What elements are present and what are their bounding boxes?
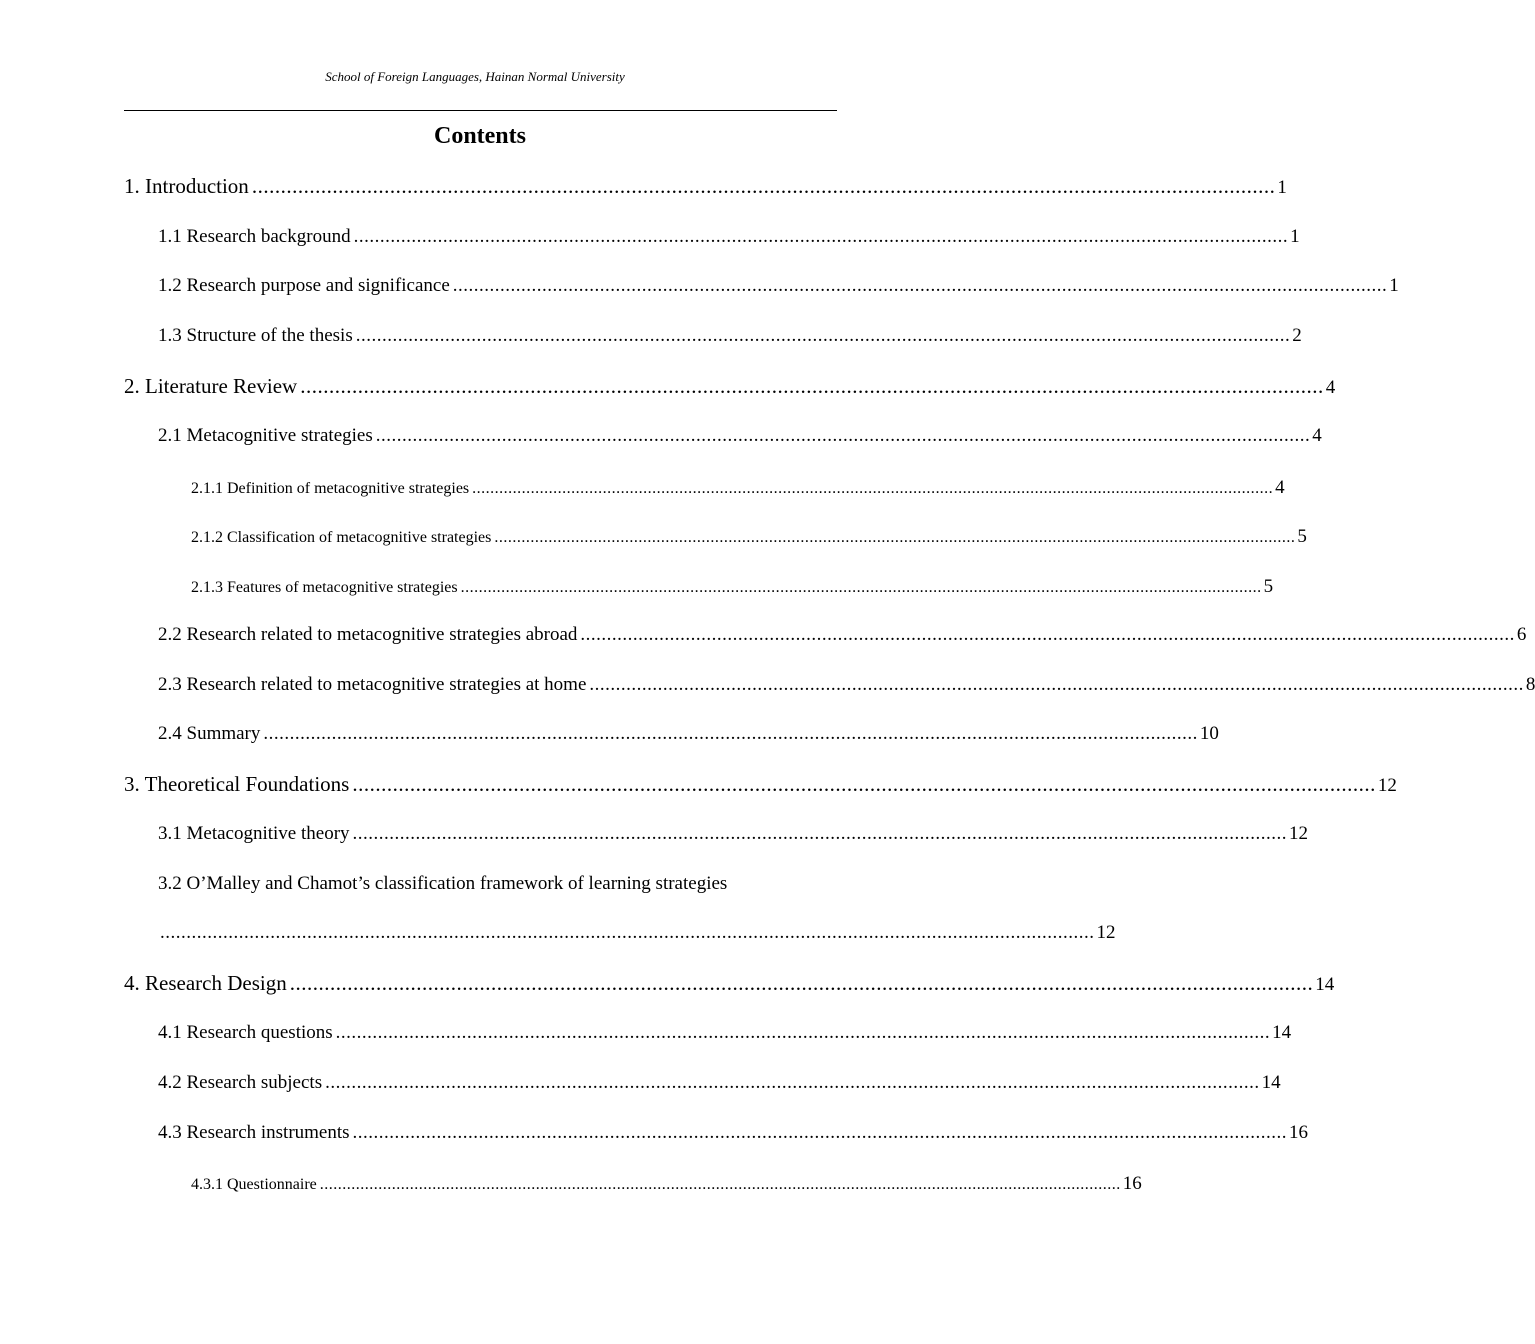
toc-entry-3-1[interactable] xyxy=(158,823,1309,845)
toc-entry-3-2[interactable] xyxy=(160,922,1116,944)
toc-entry-label: 3. Theoretical Foundations xyxy=(124,772,350,796)
toc-entry-label: 2.1.2 Classification of metacognitive strategies xyxy=(191,529,492,546)
toc-entry-label: 4.2 Research subjects xyxy=(158,1072,323,1093)
toc-entry-page: 16 xyxy=(1122,1173,1142,1194)
running-header: School of Foreign Languages, Hainan Normal University xyxy=(325,69,625,84)
header-rule xyxy=(124,110,837,111)
toc-entry-label: 2.3 Research related to metacognitive strategies at home xyxy=(158,674,587,695)
dot-leader: .................................................................................................................................................................................. xyxy=(300,374,1324,398)
toc-entry-label: 2.1 Metacognitive strategies xyxy=(158,425,373,446)
dot-leader: .................................................................................................................................................................................. xyxy=(589,674,1524,695)
toc-entry-4-3-1[interactable] xyxy=(191,1173,1142,1195)
toc-entry-label: 2. Literature Review xyxy=(124,374,298,398)
dot-leader: .................................................................................................................................................................................. xyxy=(325,1072,1260,1093)
toc-entry-label: 1.2 Research purpose and significance xyxy=(158,275,450,296)
toc-entry-label: 4. Research Design xyxy=(124,971,287,995)
toc-entry-2-1-3[interactable] xyxy=(191,576,1274,598)
toc-entry-page: 12 xyxy=(1289,823,1309,844)
dot-leader: .................................................................................................................................................................................. xyxy=(355,325,1291,346)
toc-entry-page: 16 xyxy=(1289,1122,1309,1143)
toc-entry-page: 5 xyxy=(1297,526,1307,547)
toc-entry-page: 2 xyxy=(1292,325,1302,346)
toc-entry-1-2[interactable] xyxy=(158,275,1399,297)
toc-entry-page: 1 xyxy=(1290,226,1300,247)
toc-entry-page: 4 xyxy=(1312,425,1322,446)
dot-leader: .................................................................................................................................................................................. xyxy=(494,529,1296,546)
toc-entry-2-1-2[interactable] xyxy=(191,526,1307,548)
toc-entry-page: 4 xyxy=(1275,477,1285,498)
toc-entry-page: 14 xyxy=(1272,1022,1292,1043)
toc-entry-2-1-1[interactable] xyxy=(191,477,1285,499)
dot-leader: .................................................................................................................................................................................. xyxy=(263,723,1198,744)
dot-leader: .................................................................................................................................................................................. xyxy=(251,174,1276,198)
toc-entry-page: 1 xyxy=(1277,177,1287,198)
toc-entry-label: 1.1 Research background xyxy=(158,226,351,247)
toc-entry-2-4[interactable] xyxy=(158,723,1219,745)
dot-leader: .................................................................................................................................................................................. xyxy=(460,579,1262,596)
dot-leader: .................................................................................................................................................................................. xyxy=(580,624,1515,645)
dot-leader: .................................................................................................................................................................................. xyxy=(472,480,1274,497)
toc-entry-page: 14 xyxy=(1261,1072,1281,1093)
toc-entry-label: 1. Introduction xyxy=(124,174,249,198)
toc-entry-4-2[interactable] xyxy=(158,1072,1281,1094)
toc-entry-3[interactable] xyxy=(124,772,1397,797)
dot-leader: .................................................................................................................................................................................. xyxy=(452,275,1388,296)
dot-leader: .................................................................................................................................................................................. xyxy=(335,1022,1271,1043)
toc-entry-label: 2.4 Summary xyxy=(158,723,261,744)
dot-leader: .................................................................................................................................................................................. xyxy=(352,823,1288,844)
toc-entry-3-2-label[interactable]: 3.2 O’Malley and Chamot’s classification framework of learning strategies xyxy=(158,873,728,894)
toc-entry-2-1[interactable] xyxy=(158,425,1322,447)
toc-entry-page: 10 xyxy=(1199,723,1219,744)
dot-leader: .................................................................................................................................................................................. xyxy=(375,425,1311,446)
toc-entry-page: 1 xyxy=(1389,275,1399,296)
dot-leader: .................................................................................................................................................................................. xyxy=(352,772,1376,796)
toc-entry-label: 3.1 Metacognitive theory xyxy=(158,823,350,844)
toc-entry-4-3[interactable] xyxy=(158,1122,1309,1144)
toc-entry-label: 2.2 Research related to metacognitive strategies abroad xyxy=(158,624,578,645)
toc-entry-page: 5 xyxy=(1263,576,1274,597)
toc-entry-page: 4 xyxy=(1325,377,1336,398)
toc-entry-1[interactable] xyxy=(124,174,1287,199)
toc-entry-2-2[interactable] xyxy=(158,624,1527,646)
toc-entry-page: 8 xyxy=(1525,674,1535,695)
toc-entry-label: 4.3.1 Questionnaire xyxy=(191,1176,317,1193)
toc-entry-page: 6 xyxy=(1516,624,1527,645)
dot-leader: .................................................................................................................................................................................. xyxy=(352,1122,1288,1143)
dot-leader: .................................................................................................................................................................................. xyxy=(289,971,1314,995)
toc-entry-label: 2.1.3 Features of metacognitive strategies xyxy=(191,579,458,596)
toc-entry-2-3[interactable] xyxy=(158,674,1535,696)
toc-entry-1-3[interactable] xyxy=(158,325,1302,347)
page-title: Contents xyxy=(433,123,526,149)
dot-leader: .................................................................................................................................................................................. xyxy=(353,226,1289,247)
toc-entry-1-1[interactable] xyxy=(158,226,1300,248)
toc-entry-page: 14 xyxy=(1315,974,1335,995)
toc-entry-page: 12 xyxy=(1096,922,1116,943)
toc-entry-4[interactable] xyxy=(124,971,1335,996)
toc-entry-2[interactable] xyxy=(124,374,1336,399)
dot-leader: .................................................................................................................................................................................. xyxy=(319,1176,1121,1193)
toc-entry-label: 1.3 Structure of the thesis xyxy=(158,325,353,346)
toc-entry-4-1[interactable] xyxy=(158,1022,1292,1044)
toc-entry-label: 2.1.1 Definition of metacognitive strategies xyxy=(191,480,470,497)
toc-entry-page: 12 xyxy=(1377,775,1397,796)
toc-entry-label: 4.1 Research questions xyxy=(158,1022,333,1043)
dot-leader: .................................................................................................................................................................................. xyxy=(160,922,1095,943)
toc-entry-label: 4.3 Research instruments xyxy=(158,1122,350,1143)
